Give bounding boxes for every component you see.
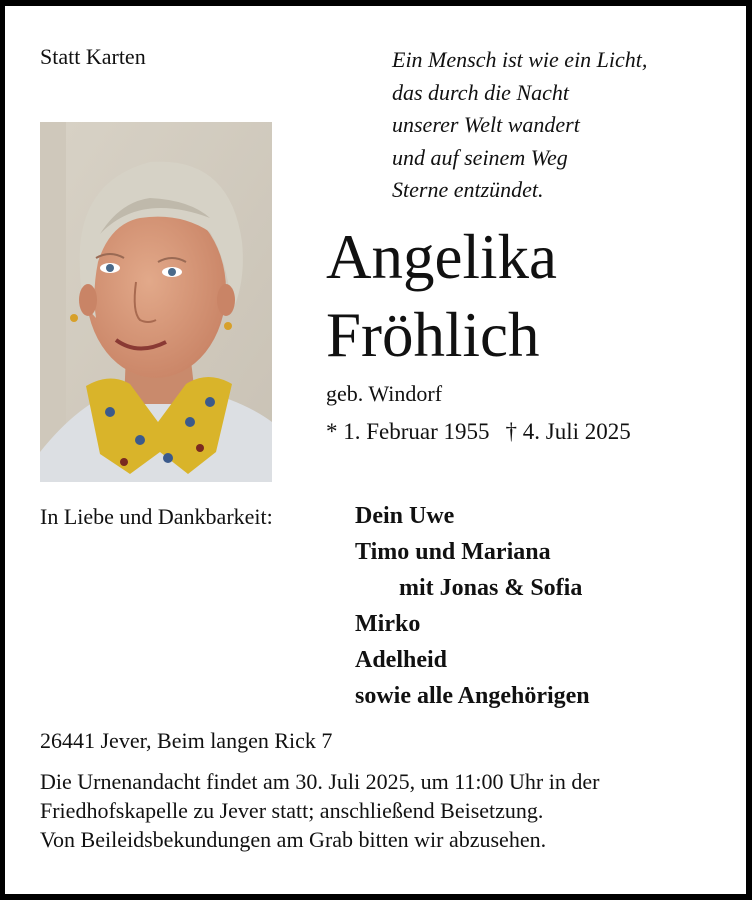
- mourner-name: Adelheid: [355, 647, 448, 673]
- maiden-name: geb. Windorf: [326, 381, 443, 406]
- poem: [392, 44, 647, 207]
- death-date: † 4. Juli 2025: [505, 419, 631, 444]
- notice-line: Die Urnenandacht findet am 30. Juli 2025, um 11:00 Uhr in der: [40, 769, 600, 794]
- notice-line: Friedhofskapelle zu Jever statt; anschließend Beisetzung.: [40, 798, 544, 823]
- mourner-name: Mirko: [355, 611, 421, 637]
- funeral-notice: [40, 767, 599, 854]
- statt-karten-label: Statt Karten: [40, 44, 146, 69]
- mourners-intro: In Liebe und Dankbarkeit:: [40, 504, 273, 529]
- birth-date: * 1. Februar 1955: [326, 419, 490, 444]
- mourner-name: Timo und Mariana: [355, 539, 551, 565]
- poem-line: und auf seinem Weg: [392, 144, 568, 170]
- life-dates: [326, 418, 631, 446]
- mourner-name: mit Jonas & Sofia: [399, 575, 583, 601]
- mourners-list: [355, 500, 590, 716]
- poem-line: unserer Welt wandert: [392, 112, 580, 137]
- notice-line: Von Beileidsbekundungen am Grab bitten wir abzusehen.: [40, 827, 547, 852]
- mourning-address: 26441 Jever, Beim langen Rick 7: [40, 728, 333, 753]
- poem-line: das durch die Nacht: [392, 79, 569, 105]
- poem-line: Sterne entzündet.: [392, 177, 544, 202]
- deceased-last-name: Fröhlich: [326, 300, 540, 370]
- mourner-name: Dein Uwe: [355, 503, 455, 529]
- deceased-first-name: Angelika: [326, 222, 557, 292]
- poem-line: Ein Mensch ist wie ein Licht,: [392, 47, 648, 72]
- portrait-photo: [40, 122, 272, 482]
- mourner-name: sowie alle Angehörigen: [355, 683, 590, 709]
